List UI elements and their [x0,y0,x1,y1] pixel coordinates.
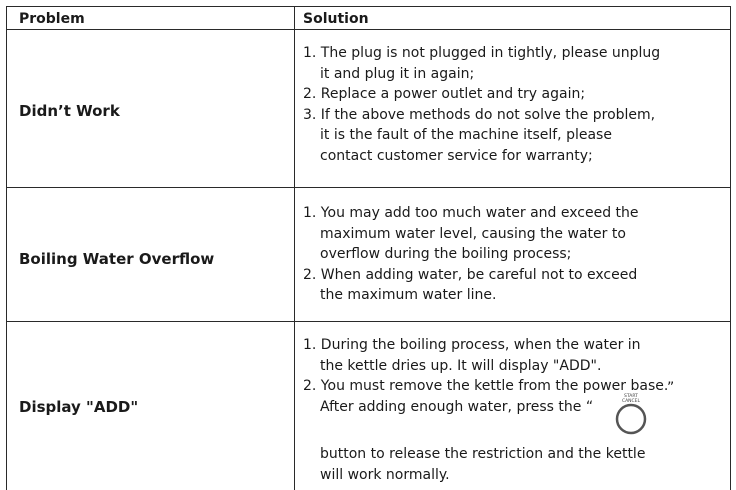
solution-line: 1. During the boiling process, when the water in [303,337,641,353]
closing-quote: ” [667,380,675,396]
header-divider [7,29,730,30]
solution-line: 2. Replace a power outlet and try again; [303,86,586,102]
solution-line: will work normally. [320,466,450,483]
solution-line: 1. The plug is not plugged in tightly, please unplug [303,45,661,61]
solution-text [303,335,728,417]
solution-text [303,43,728,166]
icon-label-cancel: CANCEL [621,399,641,404]
problem-label: Boiling Water Overflow [19,250,215,268]
solution-line: maximum water level, causing the water to [320,225,626,242]
start-cancel-button-icon [610,392,652,436]
solution-line: button to release the restriction and the kettle [320,446,646,462]
column-divider [294,7,295,490]
icon-ring [617,405,645,433]
solution-line: 1. You may add too much water and exceed the [303,205,639,221]
row-divider-2 [7,321,730,322]
solution-line: it is the fault of the machine itself, please [320,127,612,143]
row-divider-1 [7,187,730,188]
solution-line: 2. You must remove the kettle from the power base. [303,378,669,394]
solution-line: the kettle dries up. It will display "ADD". [320,357,602,374]
problem-label: Didn’t Work [19,102,120,120]
solution-line: 3. If the above methods do not solve the problem, [303,106,656,123]
solution-line: overflow during the boiling process; [320,246,572,262]
solution-line: After adding enough water, press the “ [320,398,594,415]
header-problem: Problem [19,11,85,27]
icon-label-start: START [624,394,638,399]
solution-text-continued [303,444,728,485]
problem-label: Display "ADD" [19,398,139,416]
solution-line: it and plug it in again; [320,65,475,82]
solution-line: 2. When adding water, be careful not to exceed [303,266,638,283]
solution-line: the maximum water line. [320,287,497,303]
header-solution: Solution [303,11,369,27]
solution-text [303,203,728,306]
solution-line: contact customer service for warranty; [320,147,593,164]
